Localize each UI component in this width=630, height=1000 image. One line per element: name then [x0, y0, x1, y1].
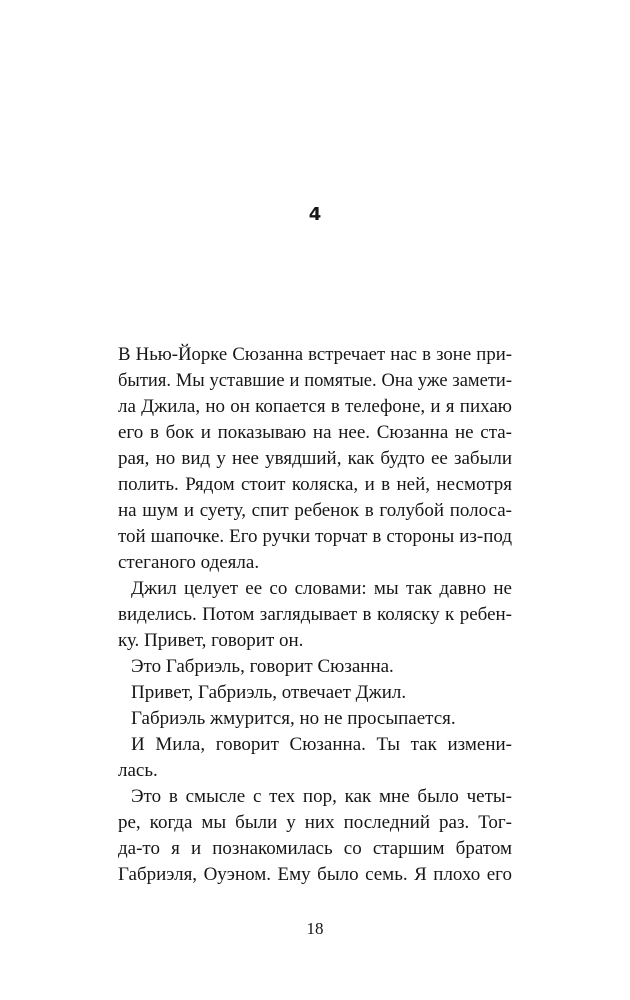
text-line: Это Габриэль, говорит Сюзанна.	[131, 656, 394, 677]
text-line: полить. Рядом стоит коляска, и в ней, несмотря	[118, 474, 512, 495]
text-line: Привет, Габриэль, отвечает Джил.	[131, 682, 407, 703]
page-number: 18	[306, 919, 324, 938]
text-line: той шапочке. Его ручки торчат в стороны из-под	[118, 526, 512, 547]
text-line: ла Джила, но он копается в телефоне, и я пихаю	[118, 396, 512, 417]
text-line: стеганого одеяла.	[118, 552, 260, 573]
text-line: да-то я и познакомилась со старшим братом	[118, 838, 512, 859]
text-line: лась.	[118, 760, 158, 781]
text-line: рая, но вид у нее увядший, как будто ее забыли	[118, 448, 512, 469]
text-line: бытия. Мы уставшие и помятые. Она уже замети-	[118, 371, 512, 391]
text-line: Габриэль жмурится, но не просыпается.	[131, 708, 456, 729]
text-line: И Мила, говорит Сюзанна. Ты так измени-	[131, 734, 512, 755]
text-line: Джил целует ее со словами: мы так давно не	[131, 578, 512, 599]
chapter-number: 4	[308, 204, 322, 225]
text-line: ре, когда мы были у них последний раз. Тог-	[118, 812, 512, 833]
text-line: Это в смысле с тех пор, как мне было четы-	[131, 786, 512, 807]
text-line: Габриэля, Оуэном. Ему было семь. Я плохо его	[118, 864, 512, 885]
text-line: ку. Привет, говорит он.	[118, 630, 304, 651]
text-line: на шум и суету, спит ребенок в голубой полоса-	[118, 500, 512, 521]
body-text	[118, 342, 512, 888]
text-line: виделись. Потом заглядывает в коляску к ребен-	[118, 604, 512, 625]
text-line: В Нью-Йорке Сюзанна встречает нас в зоне при-	[118, 344, 512, 365]
text-line: его в бок и показываю на нее. Сюзанна не ста-	[118, 422, 512, 443]
